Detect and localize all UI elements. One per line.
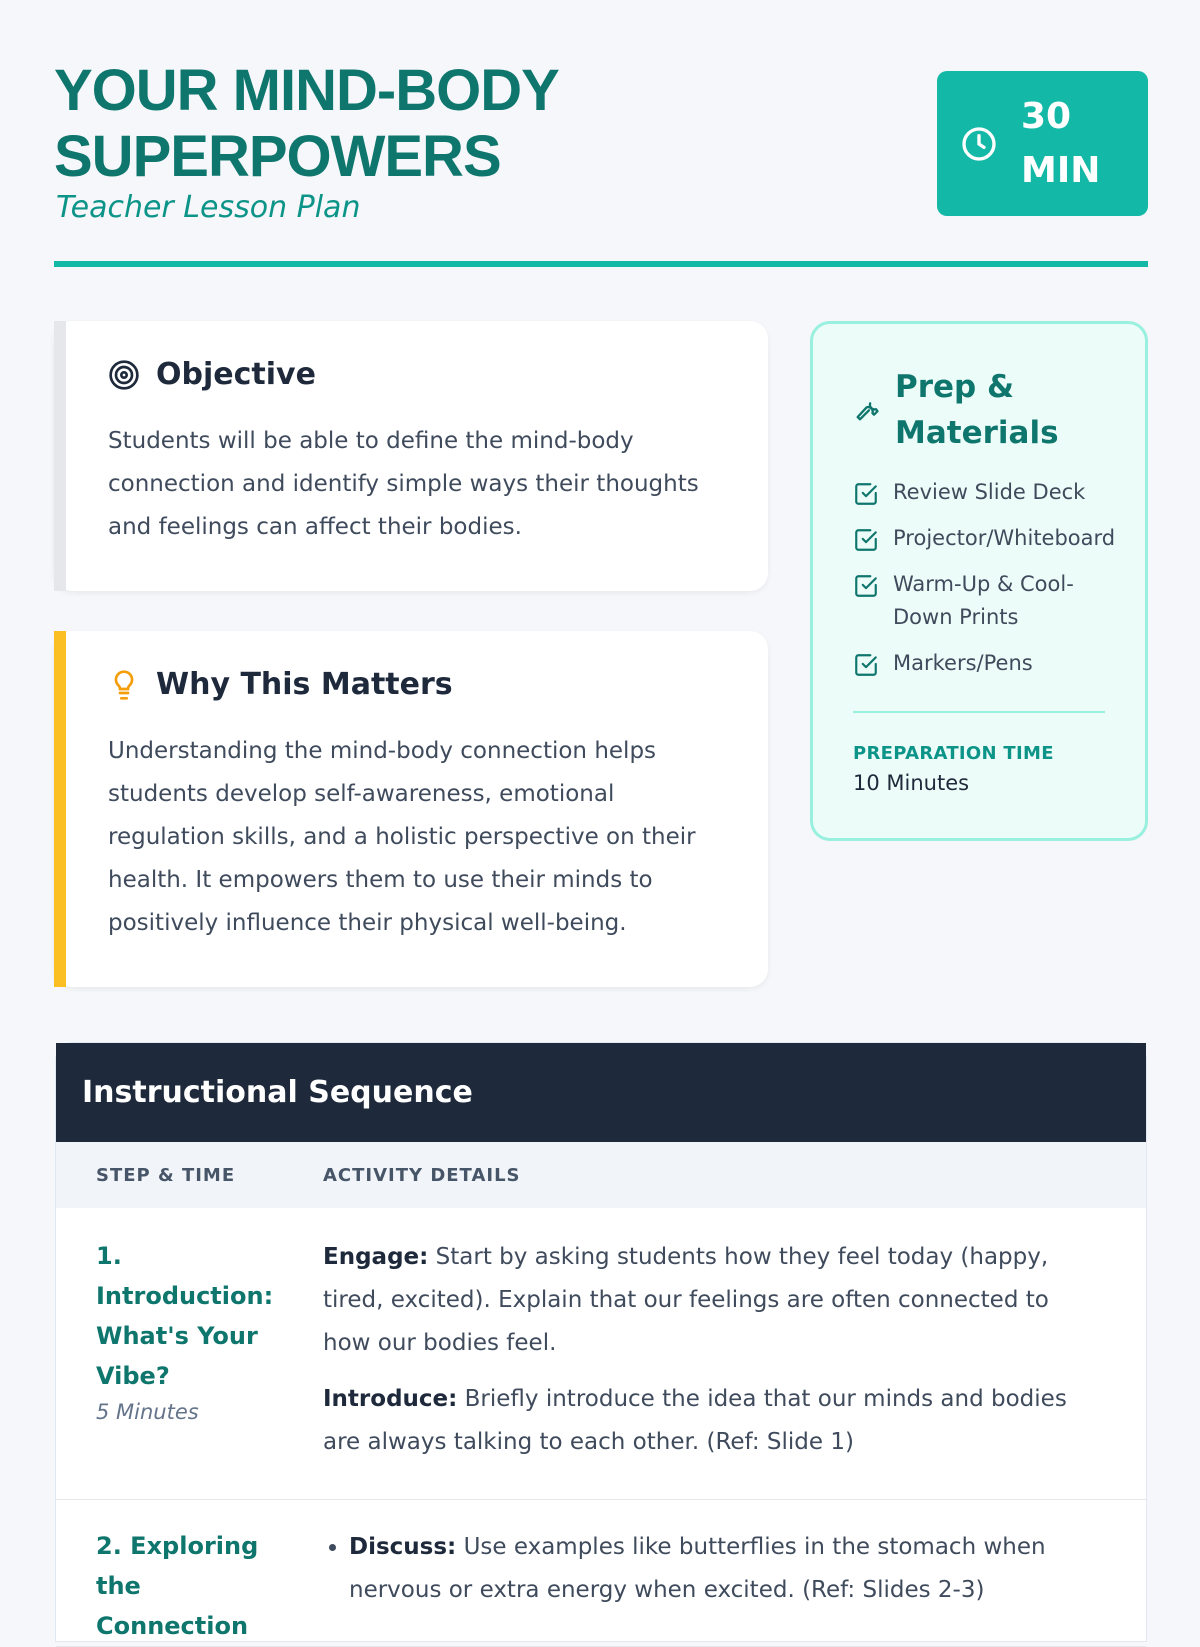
objective-heading: Objective bbox=[156, 357, 316, 392]
duration-value: 30 bbox=[1021, 95, 1072, 137]
duration-text bbox=[1021, 90, 1100, 198]
objective-card bbox=[54, 321, 768, 591]
step-cell bbox=[56, 1526, 323, 1646]
header-divider bbox=[54, 261, 1148, 267]
prep-time-label: PREPARATION TIME bbox=[853, 743, 1054, 764]
step-time: 5 Minutes bbox=[96, 1400, 199, 1424]
title-line-1: YOUR MIND-BODY bbox=[54, 58, 559, 123]
step-title: 1. Introduction: What's Your Vibe? bbox=[96, 1242, 274, 1390]
prep-heading: Prep & Materials bbox=[895, 369, 1059, 451]
introduce-paragraph bbox=[323, 1378, 1073, 1464]
introduce-label: Introduce: bbox=[323, 1386, 458, 1412]
page-header bbox=[54, 0, 1148, 268]
checkbox-checked-icon bbox=[853, 573, 879, 599]
list-item bbox=[853, 568, 1115, 634]
step-title: 2. Exploring the Connection bbox=[96, 1532, 259, 1640]
duration-unit: MIN bbox=[1021, 149, 1101, 191]
table-row bbox=[56, 1208, 1146, 1500]
material-label: Warm-Up & Cool-Down Prints bbox=[893, 572, 1074, 629]
why-heading: Why This Matters bbox=[156, 667, 453, 702]
column-header-step: STEP & TIME bbox=[96, 1164, 236, 1186]
wrench-icon bbox=[853, 396, 881, 424]
prep-card bbox=[810, 321, 1148, 841]
list-item bbox=[349, 1526, 1073, 1612]
activity-bullet-list bbox=[323, 1526, 1073, 1612]
target-icon bbox=[108, 359, 140, 391]
why-text: Understanding the mind-body connection helps students develop self-awareness, emotional regulation skills, and a holistic perspective on their health. It empowers them to use their minds to positively influence their physical well-being. bbox=[108, 738, 696, 936]
engage-label: Engage: bbox=[323, 1244, 429, 1270]
why-card bbox=[54, 631, 768, 987]
list-item bbox=[853, 522, 1115, 555]
objective-text: Students will be able to define the mind-body connection and identify simple ways their thoughts and feelings can affect their bodies. bbox=[108, 428, 699, 540]
table-header-row bbox=[56, 1142, 1146, 1208]
lesson-plan-page bbox=[54, 0, 1148, 1640]
discuss-text: Use examples like butterflies in the stomach when nervous or extra energy when excited. (Ref: Slides 2-3) bbox=[349, 1534, 1046, 1603]
checkbox-checked-icon bbox=[853, 652, 879, 678]
column-header-activity: ACTIVITY DETAILS bbox=[323, 1164, 521, 1186]
page-subtitle: Teacher Lesson Plan bbox=[56, 190, 361, 225]
title-line-2: SUPERPOWERS bbox=[54, 124, 501, 189]
material-label: Markers/Pens bbox=[893, 651, 1033, 675]
materials-list bbox=[853, 476, 1115, 693]
why-heading-row bbox=[108, 667, 453, 702]
engage-paragraph bbox=[323, 1236, 1073, 1365]
list-item bbox=[853, 476, 1115, 509]
checkbox-checked-icon bbox=[853, 527, 879, 553]
sequence-heading: Instructional Sequence bbox=[56, 1043, 1146, 1142]
discuss-label: Discuss: bbox=[349, 1534, 457, 1560]
list-item bbox=[853, 647, 1115, 680]
page-title bbox=[54, 58, 694, 190]
prep-time-value: 10 Minutes bbox=[853, 771, 970, 795]
material-label: Review Slide Deck bbox=[893, 480, 1086, 504]
objective-heading-row bbox=[108, 357, 316, 392]
checkbox-checked-icon bbox=[853, 481, 879, 507]
activity-cell bbox=[323, 1526, 1073, 1646]
introduce-text: Briefly introduce the idea that our minds and bodies are always talking to each other. (Ref: Slide 1) bbox=[323, 1386, 1067, 1455]
material-label: Projector/Whiteboard bbox=[893, 526, 1116, 550]
objective-accent-bar bbox=[54, 321, 66, 591]
clock-icon bbox=[959, 124, 999, 164]
lightbulb-icon bbox=[108, 669, 140, 701]
prep-heading-row bbox=[853, 364, 1095, 456]
activity-cell bbox=[323, 1236, 1073, 1477]
table-row bbox=[56, 1500, 1146, 1647]
prep-divider bbox=[853, 711, 1105, 713]
duration-badge bbox=[937, 71, 1148, 216]
instructional-sequence-table bbox=[55, 1042, 1147, 1642]
engage-text: Start by asking students how they feel today (happy, tired, excited). Explain that our feelings are often connected to how our bodies feel. bbox=[323, 1244, 1049, 1356]
why-accent-bar bbox=[54, 631, 66, 987]
step-cell bbox=[56, 1236, 323, 1477]
